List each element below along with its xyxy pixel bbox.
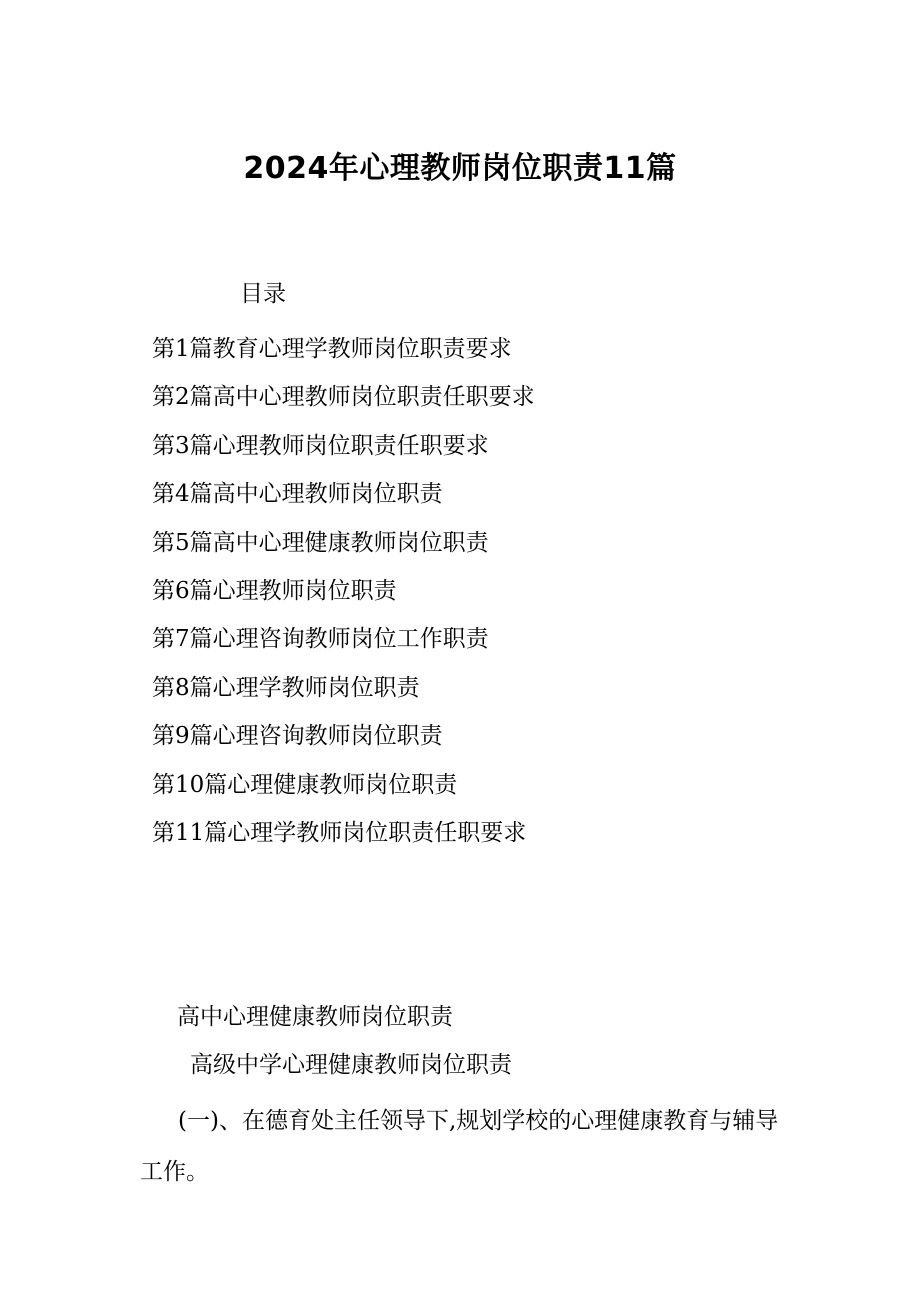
body-paragraph: (一)、在德育处主任领导下,规划学校的心理健康教育与辅导工作。 <box>140 1108 779 1185</box>
toc-item-5: 第5篇高中心理健康教师岗位职责 <box>152 529 489 556</box>
toc-item-6: 第6篇心理教师岗位职责 <box>152 577 397 604</box>
toc-item-11: 第11篇心理学教师岗位职责任职要求 <box>152 819 527 846</box>
toc-item-7: 第7篇心理咨询教师岗位工作职责 <box>152 626 489 653</box>
toc-heading: 目录 <box>240 281 286 307</box>
section-title: 高中心理健康教师岗位职责 <box>177 1004 453 1030</box>
toc-item-1: 第1篇教育心理学教师岗位职责要求 <box>152 336 512 362</box>
document-title: 2024年心理教师岗位职责11篇 <box>243 151 677 186</box>
toc-item-2: 第2篇高中心理教师岗位职责任职要求 <box>152 384 535 411</box>
toc-item-10: 第10篇心理健康教师岗位职责 <box>152 771 458 798</box>
toc-item-4: 第4篇高中心理教师岗位职责 <box>152 481 443 508</box>
toc-item-8: 第8篇心理学教师岗位职责 <box>152 674 420 701</box>
table-of-contents <box>152 325 535 857</box>
section-subtitle: 高级中学心理健康教师岗位职责 <box>190 1052 512 1078</box>
toc-item-9: 第9篇心理咨询教师岗位职责 <box>152 723 443 750</box>
toc-item-3: 第3篇心理教师岗位职责任职要求 <box>152 432 489 459</box>
